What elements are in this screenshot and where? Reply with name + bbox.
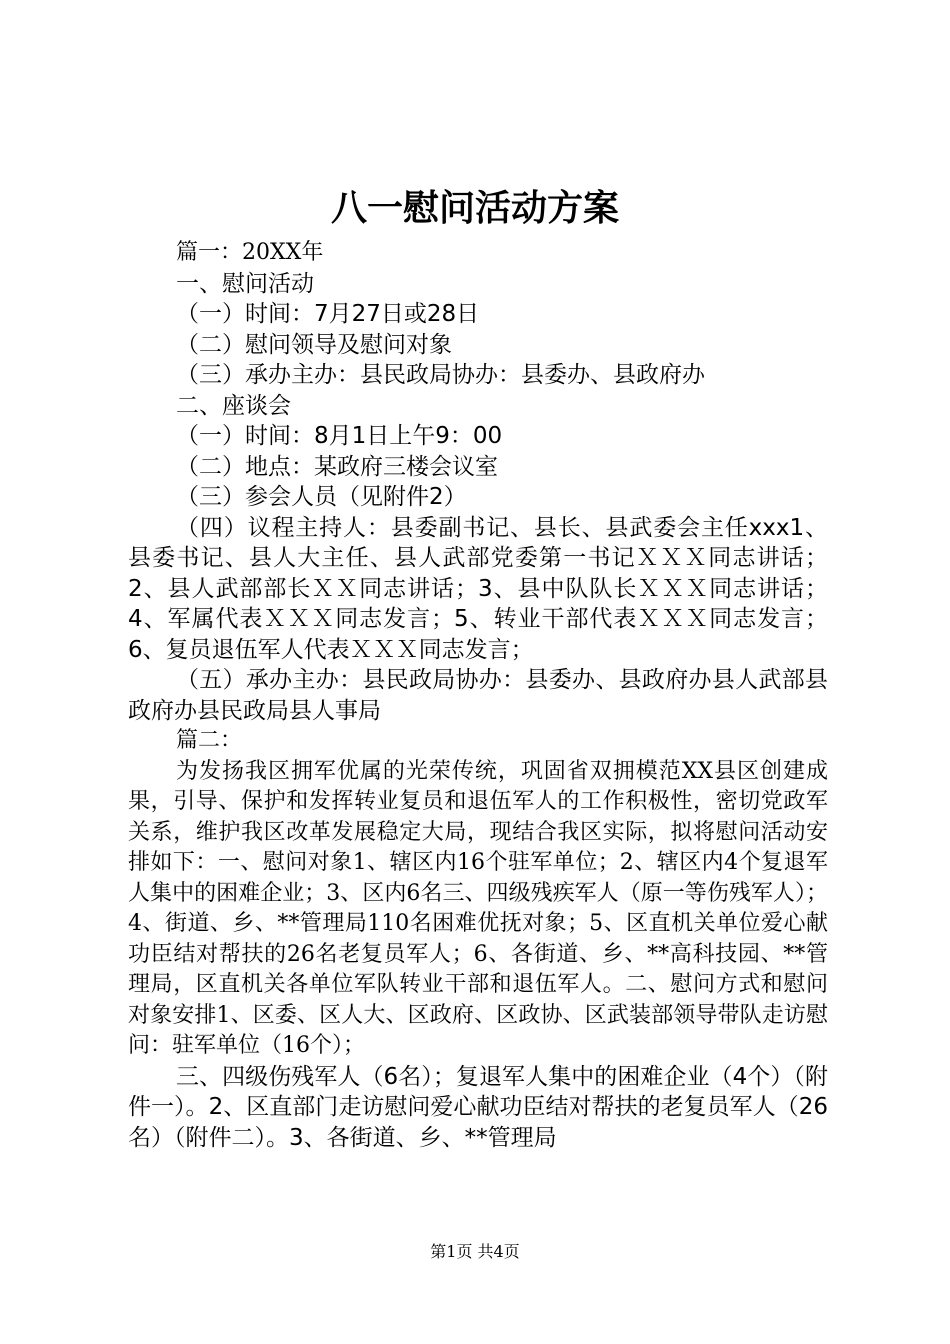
paragraph: （一）时间：8月1日上午9：00: [176, 423, 503, 449]
paragraph: （一）时间：7月27日或28日: [176, 301, 480, 327]
paragraph: （二）地点：某政府三楼会议室: [176, 453, 498, 480]
paragraph: （二）慰问领导及慰问对象: [176, 331, 452, 358]
document-body: [128, 238, 828, 1153]
document-title: 八一慰问活动方案: [330, 187, 619, 229]
section-heading-part-one: 篇一：20XX年: [176, 240, 324, 265]
paragraph: （五）承办主办：县民政局协办：县委办、县政府办县人武部县政府办县民政局县人事局: [128, 667, 828, 724]
section-heading-part-two: 篇二：: [176, 728, 243, 753]
paragraph: （四）议程主持人：县委副书记、县长、县武委会主任xxx1、县委书记、县人大主任、县人武部党委第一书记ＸＸＸ同志讲话；2、县人武部部长ＸＸ同志讲话；3、县中队队长ＸＸＸ同志讲话；4、军属代表ＸＸＸ同志发言；5、转业干部代表ＸＸＸ同志发言；6、复员退伍军人代表ＸＸＸ同志发言；: [128, 514, 828, 663]
section-heading: 二、座谈会: [176, 392, 291, 419]
paragraph: （三）承办主办：县民政局协办：县委办、县政府办: [176, 362, 705, 388]
paragraph: 为发扬我区拥军优属的光荣传统，巩固省双拥模范XX县区创建成果，引导、保护和发挥转业复员和退伍军人的工作积极性，密切党政军关系，维护我区改革发展稳定大局，现结合我区实际，拟将慰问活动安排如下：一、慰问对象1、辖区内16个驻军单位；2、辖区内4个复退军人集中的困难企业；3、区内6名三、四级残疾军人（原一等伤残军人）；4、街道、乡、**管理局110名困难优抚对象；5、区直机关单位爱心献功臣结对帮扶的26名老复员军人；6、各街道、乡、**高科技园、**管理局，区直机关各单位军队转业干部和退伍军人。二、慰问方式和慰问对象安排1、区委、区人大、区政府、区政协、区武装部领导带队走访慰问：驻军单位（16个）；: [128, 758, 828, 1058]
section-heading: 一、慰问活动: [176, 270, 314, 297]
paragraph: 三、四级伤残军人（6名）；复退军人集中的困难企业（4个）（附件一）。2、区直部门走访慰问爱心献功臣结对帮扶的老复员军人（26名）（附件二）。3、各街道、乡、**管理局: [128, 1063, 828, 1151]
paragraph: （三）参会人员（见附件2）: [176, 484, 467, 510]
page-number-footer: 第1页 共4页: [430, 1242, 520, 1261]
